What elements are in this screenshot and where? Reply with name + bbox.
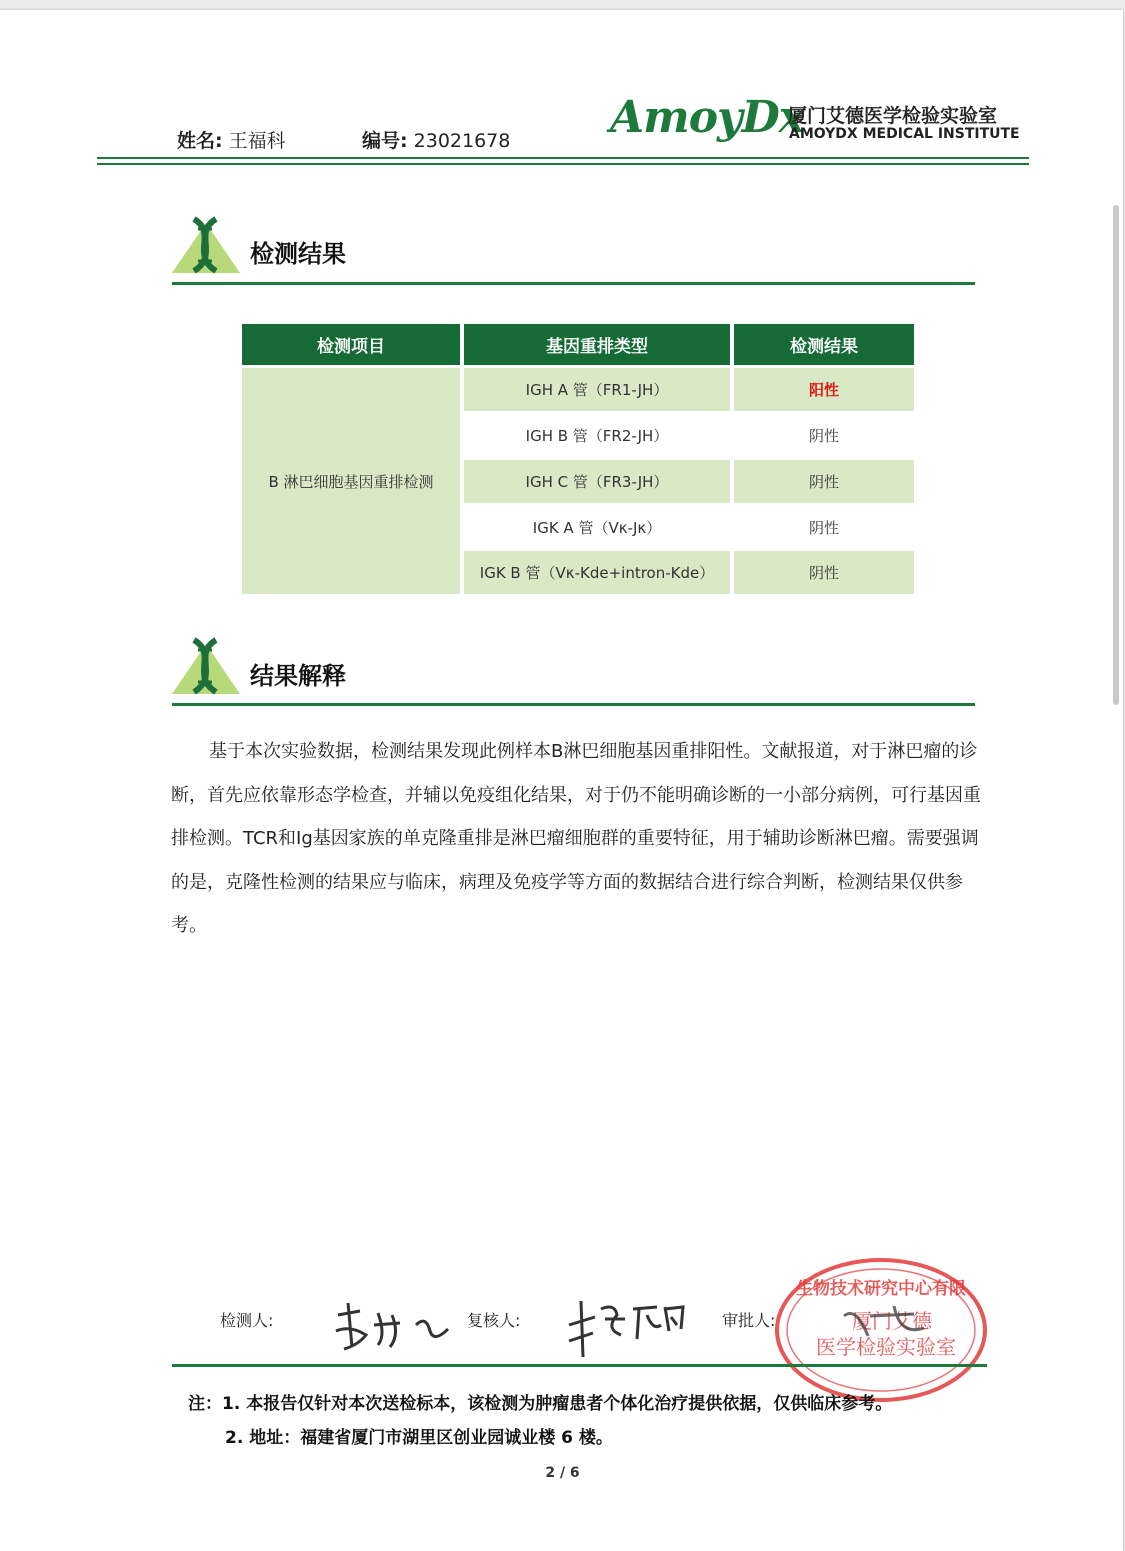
interpretation-paragraph: 基于本次实验数据，检测结果发现此例样本B淋巴细胞基因重排阳性。文献报道，对于淋巴瘤的诊断，首先应依靠形态学检查，并辅以免疫组化结果，对于仍不能明确诊断的一小部分病例，可行基因重排检测。TCR和Ig基因家族的单克隆重排是淋巴瘤细胞群的重要特征，用于辅助诊断淋巴瘤。需要强调的是，克隆性检测的结果应与临床，病理及免疫学等方面的数据结合进行综合判断，检测结果仅供参考。: [171, 741, 981, 936]
org-name-en: AMOYDX MEDICAL INSTITUTE: [789, 126, 1020, 142]
svg-text:厦门艾德: 厦门艾德: [852, 1309, 932, 1333]
table-cell-result: 阴性: [808, 519, 839, 537]
table-header-type: 基因重排类型: [464, 324, 730, 365]
section-rule-interpretation: [172, 703, 975, 706]
reviewer-label: 复核人:: [467, 1311, 521, 1330]
table-cell-result-positive: 阳性: [734, 368, 914, 411]
table-header-result: 检测结果: [734, 324, 914, 365]
patient-name: [177, 126, 286, 153]
section-title-results: 检测结果: [250, 240, 346, 268]
report-id: [362, 126, 510, 153]
footer-note-2: 2. 地址：福建省厦门市湖里区创业园诚业楼 6 楼。: [225, 1428, 613, 1448]
tester-label: 检测人:: [220, 1311, 274, 1330]
page-number: 2 / 6: [545, 1465, 580, 1481]
table-cell-result: 阴性: [808, 427, 839, 445]
table-cell-result: 阴性: [734, 551, 914, 594]
dna-icon: [172, 636, 240, 696]
reviewer-signature: [565, 1295, 690, 1360]
approver-label: 审批人:: [722, 1311, 776, 1330]
header-rule-bottom: [97, 163, 1029, 165]
id-label: 编号:: [362, 130, 408, 152]
section-rule-results: [172, 282, 975, 285]
table-cell-type: IGH B 管（FR2-JH）: [525, 427, 669, 445]
table-cell-result: 阴性: [734, 460, 914, 503]
table-cell-project: B 淋巴细胞基因重排检测: [242, 368, 460, 594]
vertical-scrollbar[interactable]: [1113, 205, 1119, 705]
svg-text:医学检验实验室: 医学检验实验室: [816, 1335, 956, 1359]
table-header-item: 检测项目: [242, 324, 460, 365]
header-rule-top: [97, 157, 1029, 159]
table-cell-type: IGK B 管（Vκ-Kde+intron-Kde）: [464, 551, 730, 594]
amoydx-logo: AmoyDx: [610, 92, 804, 143]
id-value: 23021678: [413, 130, 511, 152]
svg-text:生物技术研究中心有限: 生物技术研究中心有限: [796, 1279, 966, 1299]
footer-rule: [172, 1364, 987, 1367]
footer-note-1: 注：1. 本报告仅针对本次送检标本，该检测为肿瘤患者个体化治疗提供依据，仅供临床参考。: [188, 1394, 893, 1414]
name-label: 姓名:: [177, 130, 223, 152]
org-name-cn: 厦门艾德医学检验实验室: [788, 105, 998, 127]
official-seal-icon: [774, 1256, 988, 1404]
dna-icon: [172, 215, 240, 275]
table-cell-type: IGH A 管（FR1-JH）: [464, 368, 730, 411]
tester-signature: [330, 1295, 460, 1355]
section-title-interpretation: 结果解释: [250, 662, 346, 690]
table-cell-type: IGK A 管（Vκ-Jκ）: [532, 519, 662, 537]
name-value: 王福科: [228, 130, 286, 152]
table-cell-type: IGH C 管（FR3-JH）: [464, 460, 730, 503]
